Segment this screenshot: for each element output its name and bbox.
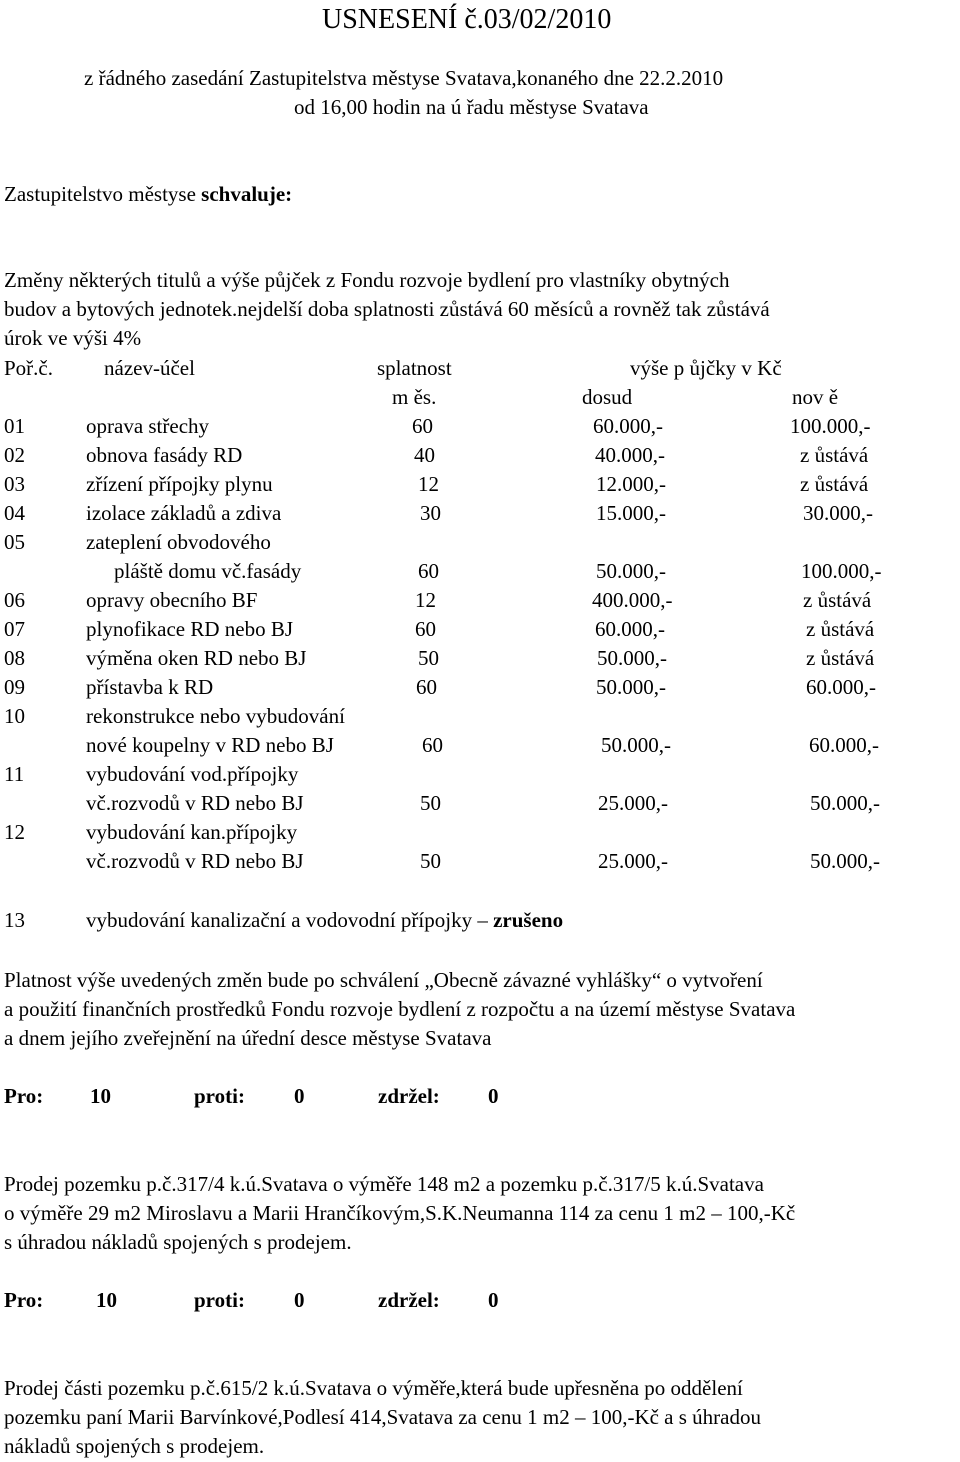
vote-proti-label: proti: (194, 1084, 245, 1108)
row-name (86, 908, 563, 933)
header-splatnost: splatnost (377, 356, 452, 380)
vote-zdrzel-label: zdržel: (378, 1084, 440, 1108)
row-number: 12 (4, 820, 25, 844)
row-dosud: 25.000,- (598, 849, 668, 873)
row-dosud: 25.000,- (598, 791, 668, 815)
table-row (0, 559, 960, 588)
row-name: vybudování vod.přípojky (86, 762, 299, 786)
row-number: 05 (4, 530, 25, 554)
row-name: obnova fasády RD (86, 443, 243, 467)
table-row (0, 849, 960, 878)
row-splatnost: 60 (418, 559, 439, 583)
sale2-line-1: Prodej části pozemku p.č.615/2 k.ú.Svatava o výměře,která bude upřesněna po oddělení (4, 1376, 743, 1400)
row-number: 13 (4, 908, 25, 932)
vote-zdrzel-label: zdržel: (378, 1288, 440, 1312)
meeting-line: z řádného zasedání Zastupitelstva městyse Svatava,konaného dne 22.2.2010 (84, 66, 724, 90)
page-title: USNESENÍ č.03/02/2010 (322, 4, 612, 35)
table-row (0, 646, 960, 675)
header-vyse: výše p ůjčky v Kč (630, 356, 782, 380)
table-row (0, 908, 960, 937)
row-dosud: 15.000,- (596, 501, 666, 525)
header-months: m ěs. (392, 385, 437, 409)
row-name: opravy obecního BF (86, 588, 258, 612)
row-splatnost: 60 (412, 414, 433, 438)
validity-line-3: a dnem jejího zveřejnění na úřední desce městyse Svatava (4, 1026, 492, 1050)
row-number: 08 (4, 646, 25, 670)
table-row (0, 762, 960, 791)
row-name: oprava střechy (86, 414, 210, 438)
table-row (0, 443, 960, 472)
row-number: 06 (4, 588, 25, 612)
table-header (0, 356, 960, 385)
row-splatnost: 60 (415, 617, 436, 641)
validity-line-1: Platnost výše uvedených změn bude po schválení „Obecně závazné vyhlášky“ o vytvoření (4, 968, 763, 992)
row-nove: z ůstává (800, 443, 869, 467)
row-name: plynofikace RD nebo BJ (86, 617, 294, 641)
vote-zdrzel-count: 0 (488, 1288, 499, 1312)
row-dosud: 50.000,- (597, 646, 667, 670)
row-number: 09 (4, 675, 25, 699)
row-splatnost: 50 (420, 791, 441, 815)
sale2-line-2: pozemku paní Marii Barvínkové,Podlesí 414,Svatava za cenu 1 m2 – 100,-Kč a s úhradou (4, 1405, 761, 1429)
row-nove: z ůstává (806, 617, 875, 641)
row-name: zřízení přípojky plynu (86, 472, 273, 496)
row-nove: 30.000,- (803, 501, 873, 525)
header-nove: nov ě (792, 385, 839, 409)
vote-pro-count: 10 (90, 1084, 111, 1108)
row-name: nové koupelny v RD nebo BJ (86, 733, 334, 757)
validity-line-2: a použití finančních prostředků Fondu rozvoje bydlení z rozpočtu a na území městyse Svatava (4, 997, 796, 1021)
row-name: zateplení obvodového (86, 530, 271, 554)
sale2-line-3: nákladů spojených s prodejem. (4, 1434, 265, 1458)
vote-proti-count: 0 (294, 1084, 305, 1108)
approval-prefix: Zastupitelstvo městyse (4, 182, 202, 206)
sale1-line-1: Prodej pozemku p.č.317/4 k.ú.Svatava o výměře 148 m2 a pozemku p.č.317/5 k.ú.Svatava (4, 1172, 764, 1196)
vote-proti-label: proti: (194, 1288, 245, 1312)
row-dosud: 60.000,- (593, 414, 663, 438)
row-name: vybudování kan.přípojky (86, 820, 298, 844)
header-name: název-účel (104, 356, 195, 380)
meeting-time-line: od 16,00 hodin na ú řadu městyse Svatava (294, 95, 649, 119)
row-name: vč.rozvodů v RD nebo BJ (86, 849, 304, 873)
row-name: rekonstrukce nebo vybudování (86, 704, 345, 728)
row-dosud: 12.000,- (596, 472, 666, 496)
row-splatnost: 60 (416, 675, 437, 699)
row-dosud: 40.000,- (595, 443, 665, 467)
row-name: pláště domu vč.fasády (114, 559, 302, 583)
row-splatnost: 50 (418, 646, 439, 670)
vote-zdrzel-count: 0 (488, 1084, 499, 1108)
table-row (0, 733, 960, 762)
row-nove: 100.000,- (790, 414, 871, 438)
row-dosud: 50.000,- (596, 559, 666, 583)
vote-proti-count: 0 (294, 1288, 305, 1312)
row-splatnost: 12 (415, 588, 436, 612)
table-row (0, 530, 960, 559)
row-number: 07 (4, 617, 25, 641)
row-dosud: 60.000,- (595, 617, 665, 641)
table-subheader (0, 385, 960, 414)
vote-pro-label: Pro: (4, 1084, 44, 1108)
row-name: přístavba k RD (86, 675, 214, 699)
intro-line-3: úrok ve výši 4% (4, 326, 142, 350)
row-nove: 50.000,- (810, 791, 880, 815)
header-no: Poř.č. (4, 356, 53, 380)
table-row (0, 501, 960, 530)
row-status-cancelled: zrušeno (493, 908, 564, 932)
sale1-line-3: s úhradou nákladů spojených s prodejem. (4, 1230, 352, 1254)
table-row (0, 704, 960, 733)
row-nove: 60.000,- (806, 675, 876, 699)
intro-line-1: Změny některých titulů a výše půjček z Fondu rozvoje bydlení pro vlastníky obytných (4, 268, 730, 292)
intro-line-2: budov a bytových jednotek.nejdelší doba splatnosti zůstává 60 měsíců a rovněž tak zůstává (4, 297, 770, 321)
row-nove: z ůstává (800, 472, 869, 496)
vote-pro-label: Pro: (4, 1288, 44, 1312)
row-splatnost: 30 (420, 501, 441, 525)
header-dosud: dosud (582, 385, 633, 409)
row-number: 02 (4, 443, 25, 467)
row-nove: z ůstává (803, 588, 872, 612)
row-name-text: vybudování kanalizační a vodovodní přípojky – (86, 908, 494, 932)
row-number: 11 (4, 762, 25, 786)
row-nove: z ůstává (806, 646, 875, 670)
approval-keyword: schvaluje: (201, 182, 293, 206)
row-splatnost: 12 (418, 472, 439, 496)
row-dosud: 50.000,- (601, 733, 671, 757)
row-name: izolace základů a zdiva (86, 501, 282, 525)
row-splatnost: 40 (414, 443, 435, 467)
row-splatnost: 50 (420, 849, 441, 873)
row-splatnost: 60 (422, 733, 443, 757)
table-row (0, 820, 960, 849)
row-number: 03 (4, 472, 25, 496)
table-row (0, 588, 960, 617)
table-row (0, 472, 960, 501)
row-name: výměna oken RD nebo BJ (86, 646, 307, 670)
row-name: vč.rozvodů v RD nebo BJ (86, 791, 304, 815)
table-row (0, 791, 960, 820)
table-row (0, 675, 960, 704)
row-number: 04 (4, 501, 25, 525)
row-dosud: 50.000,- (596, 675, 666, 699)
approval-heading (4, 182, 292, 207)
row-dosud: 400.000,- (592, 588, 673, 612)
row-number: 01 (4, 414, 25, 438)
row-nove: 50.000,- (810, 849, 880, 873)
row-number: 10 (4, 704, 25, 728)
row-nove: 100.000,- (801, 559, 882, 583)
vote-pro-count: 10 (96, 1288, 117, 1312)
row-nove: 60.000,- (809, 733, 879, 757)
table-row (0, 617, 960, 646)
sale1-line-2: o výměře 29 m2 Miroslavu a Marii Hrančíkovým,S.K.Neumanna 114 za cenu 1 m2 – 100,-Kč (4, 1201, 796, 1225)
table-row (0, 414, 960, 443)
